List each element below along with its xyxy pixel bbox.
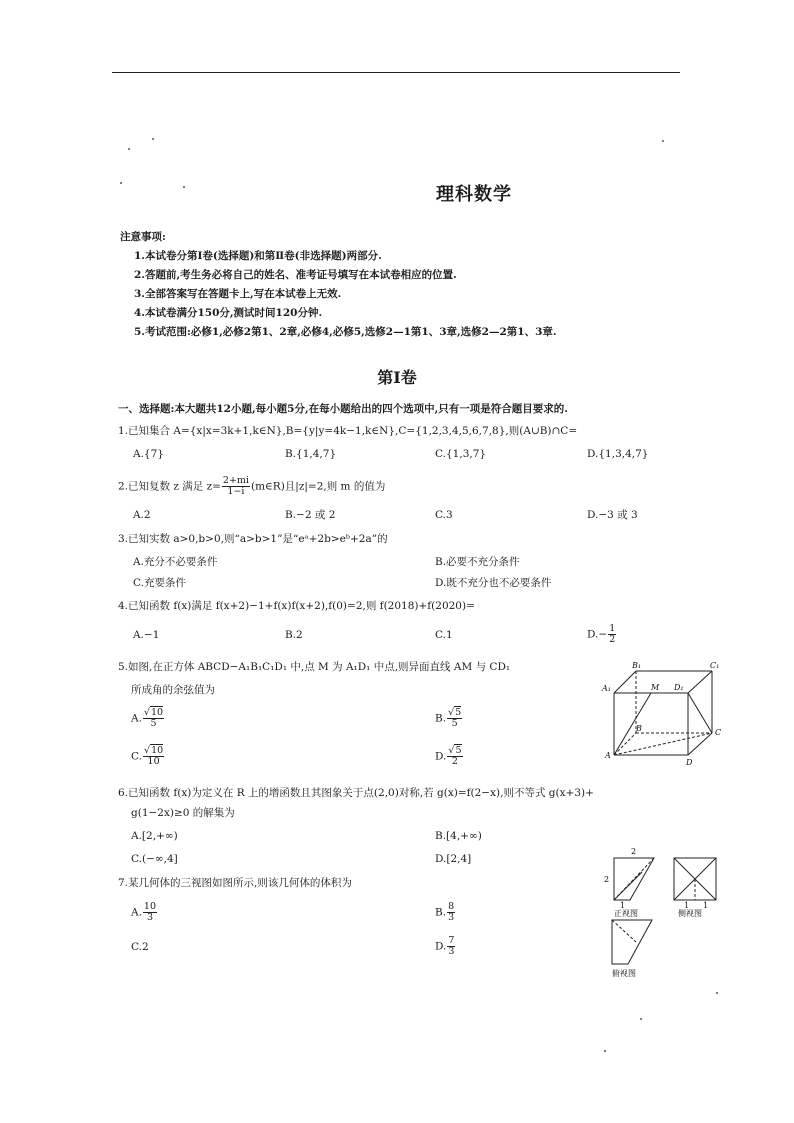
label-d1: D₁ — [674, 683, 684, 692]
q7-option-c: C.2 — [131, 941, 149, 953]
q5-b-numerator: √5 — [448, 707, 462, 718]
cube-edge-d1c1 — [688, 671, 712, 693]
q7-option-a — [131, 902, 158, 923]
q7-a-numerator: 10 — [143, 901, 157, 912]
q4-option-d — [587, 624, 617, 645]
q2-stem-post: (m∈R)且|z|=2,则 m 的值为 — [250, 480, 386, 493]
question-5-stem-line1: 5.如图,在正方体 ABCD−A₁B₁C₁D₁ 中,点 M 为 A₁D₁ 中点,则异面直线 AM 与 CD₁ — [118, 661, 511, 673]
q5-option-a — [131, 708, 165, 729]
header-rule — [112, 72, 680, 73]
q4-option-c: C.1 — [435, 629, 453, 641]
q5-b-radicand: 5 — [455, 707, 462, 718]
q2-option-d: D.−3 或 3 — [587, 509, 638, 521]
scan-speck — [716, 992, 718, 994]
q4-d-denominator: 2 — [609, 634, 616, 645]
scan-speck — [128, 148, 130, 150]
q5-d-radicand: 5 — [455, 745, 462, 756]
segment-cd1 — [688, 693, 712, 733]
q4-option-a: A.−1 — [133, 629, 160, 641]
label-a: A — [605, 751, 611, 760]
side-view-label: 侧视图 — [678, 909, 702, 918]
q2-fraction-numerator: 2+mi — [222, 475, 249, 486]
q3-option-a: A.充分不必要条件 — [133, 556, 218, 568]
segment-am — [614, 693, 651, 755]
top-view-shape — [612, 920, 652, 964]
q3-option-b: B.必要不充分条件 — [435, 556, 520, 568]
label-d: D — [686, 758, 693, 767]
cube-edge-dc — [688, 733, 712, 755]
q4-d-prefix: D.− — [587, 628, 608, 641]
q5-c-prefix: C. — [131, 750, 142, 763]
q7-b-fraction — [447, 902, 455, 923]
q3-option-d: D.既不充分也不必要条件 — [435, 577, 552, 589]
q7-a-prefix: A. — [131, 906, 142, 919]
three-views-figure — [600, 842, 730, 982]
q5-c-radicand: 10 — [151, 745, 164, 756]
notice-item: 5.考试范围:必修1,必修2第1、2章,必修4,必修5,选修2—1第1、3章,选修2—2第1、3章. — [134, 326, 557, 338]
scan-speck — [152, 138, 154, 140]
label-b1: B₁ — [632, 661, 642, 670]
top-view-hidden-edge — [612, 920, 636, 942]
notice-item: 2.答题前,考生务必将自己的姓名、准考证号填写在本试卷相应的位置. — [134, 269, 457, 281]
q2-stem-pre: 2.已知复数 z 满足 z= — [118, 480, 221, 493]
q5-a-radicand: 10 — [150, 707, 164, 718]
q5-a-prefix: A. — [131, 712, 142, 725]
q1-option-a: A.{7} — [133, 448, 164, 460]
q5-b-fraction — [447, 708, 462, 729]
label-a1: A₁ — [602, 684, 611, 693]
q7-b-denominator: 3 — [448, 912, 455, 923]
q2-fraction — [222, 476, 250, 497]
label-c: C — [715, 728, 722, 737]
question-2-stem — [118, 476, 385, 497]
q5-b-denominator: 5 — [451, 718, 458, 729]
q5-a-denominator: 5 — [150, 718, 157, 729]
q5-option-b — [435, 708, 463, 729]
top-view-label: 俯视图 — [612, 969, 636, 978]
dim-bottom: 1 — [620, 901, 626, 910]
q5-c-denominator: 10 — [147, 756, 160, 767]
notice-item: 4.本试卷满分150分,测试时间120分钟. — [134, 307, 323, 319]
q7-b-prefix: B. — [435, 906, 447, 919]
q5-c-numerator: √10 — [144, 745, 164, 756]
q5-d-denominator: 2 — [451, 756, 458, 767]
question-4-stem: 4.已知函数 f(x)满足 f(x+2)−1+f(x)f(x+2),f(0)=2,则 f(2018)+f(2020)= — [118, 600, 475, 612]
dim-top: 2 — [631, 847, 637, 856]
q6-option-d: D.[2,4] — [435, 853, 472, 865]
q4-d-numerator: 1 — [609, 623, 616, 634]
scan-speck — [604, 1050, 606, 1052]
dim-side-left: 1 — [684, 901, 690, 910]
q7-option-d — [435, 936, 456, 957]
label-b: B — [636, 724, 642, 733]
q5-c-fraction — [143, 746, 164, 767]
q5-option-d — [435, 746, 464, 767]
q5-d-fraction — [447, 746, 462, 767]
q7-d-fraction — [447, 936, 455, 957]
question-5-stem-line2: 所成角的余弦值为 — [131, 684, 215, 696]
q5-a-fraction — [143, 708, 164, 729]
q5-b-prefix: B. — [435, 712, 447, 725]
q7-b-numerator: 8 — [448, 901, 455, 912]
dim-side-right: 1 — [703, 901, 709, 910]
notice-item: 3.全部答案写在答题卡上,写在本试卷上无效. — [134, 288, 342, 300]
q4-option-b: B.2 — [285, 629, 303, 641]
q6-option-a: A.[2,+∞) — [131, 830, 178, 842]
q2-option-a: A.2 — [133, 509, 151, 521]
cube-edge-a1b1 — [614, 671, 636, 693]
q5-option-c — [131, 746, 165, 767]
q7-a-denominator: 3 — [146, 912, 153, 923]
dim-left: 2 — [604, 875, 610, 884]
q7-d-numerator: 7 — [448, 935, 455, 946]
q7-d-prefix: D. — [435, 940, 447, 953]
scan-speck — [640, 1018, 642, 1020]
q1-option-d: D.{1,3,4,7} — [587, 448, 649, 460]
q5-a-numerator: √10 — [143, 707, 164, 718]
q7-option-b — [435, 902, 456, 923]
scan-speck — [662, 140, 664, 142]
q1-option-b: B.{1,4,7} — [285, 448, 337, 460]
question-7-stem: 7.某几何体的三视图如图所示,则该几何体的体积为 — [118, 877, 352, 889]
q7-a-fraction — [143, 902, 157, 923]
section-intro: 一、选择题:本大题共12小题,每小题5分,在每小题给出的四个选项中,只有一项是符合题目要求的. — [118, 403, 568, 415]
page-title: 理科数学 — [436, 184, 512, 205]
q2-option-b: B.−2 或 2 — [285, 509, 336, 521]
notice-item: 1.本试卷分第Ⅰ卷(选择题)和第Ⅱ卷(非选择题)两部分. — [134, 250, 382, 262]
question-1-stem: 1.已知集合 A={x|x=3k+1,k∈N},B={y|y=4k−1,k∈N},C={1,2,3,4,5,6,7,8},则(A∪B)∩C= — [118, 425, 578, 437]
segment-ac-hidden — [614, 733, 712, 755]
q5-d-prefix: D. — [435, 750, 447, 763]
question-6-stem-line1: 6.已知函数 f(x)为定义在 R 上的增函数且其图象关于点(2,0)对称,若 g(x)=f(2−x),则不等式 g(x+3)+ — [118, 787, 594, 799]
q3-option-c: C.充要条件 — [133, 577, 186, 589]
notice-heading: 注意事项: — [120, 231, 166, 243]
q7-d-denominator: 3 — [448, 946, 455, 957]
q1-option-c: C.{1,3,7} — [435, 448, 487, 460]
q5-d-numerator: √5 — [448, 745, 462, 756]
q4-d-fraction — [608, 624, 616, 645]
question-6-stem-line2: g(1−2x)≥0 的解集为 — [131, 807, 235, 819]
question-3-stem: 3.已知实数 a>0,b>0,则“a>b>1”是“eᵃ+2b>eᵇ+2a”的 — [118, 533, 388, 545]
cube-figure — [600, 658, 730, 768]
q6-option-b: B.[4,+∞) — [435, 830, 482, 842]
label-m: M — [651, 683, 660, 692]
label-c1: C₁ — [710, 661, 720, 670]
section-title: 第Ⅰ卷 — [377, 368, 417, 387]
q2-fraction-denominator: 1−i — [227, 486, 245, 497]
front-view-label: 正视图 — [614, 909, 638, 918]
q2-option-c: C.3 — [435, 509, 453, 521]
q6-option-c: C.(−∞,4] — [131, 853, 178, 865]
